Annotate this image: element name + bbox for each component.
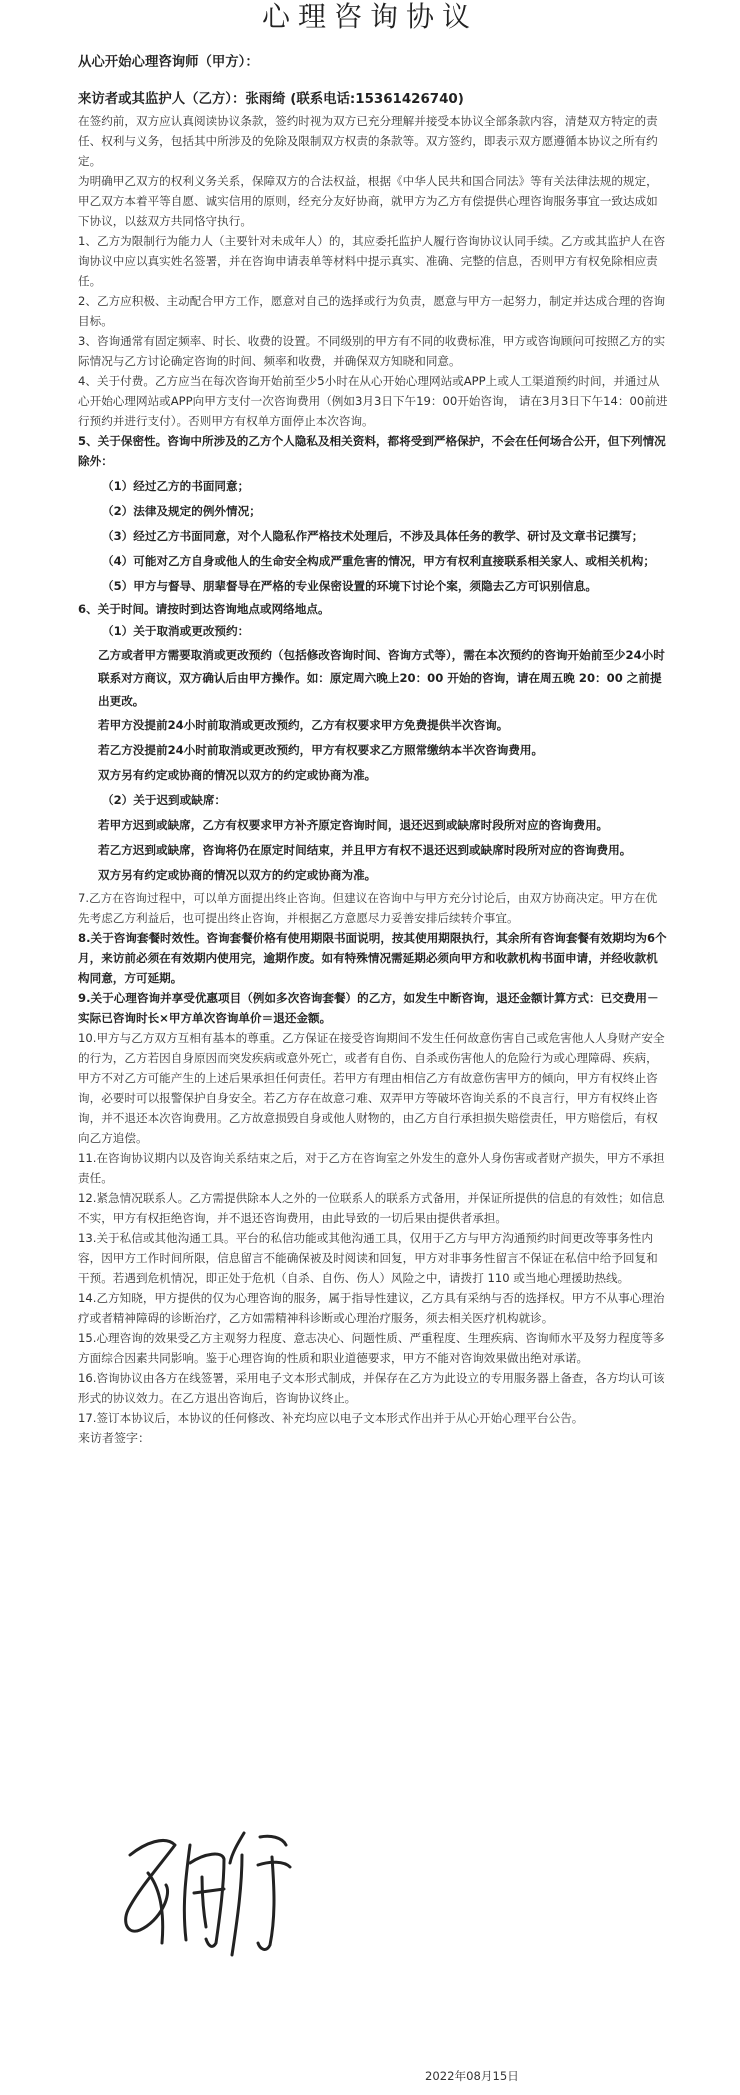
exception-item: （4）可能对乙方自身或他人的生命安全构成严重危害的情况，甲方有权利直接联系相关家人、或相关机构； xyxy=(102,554,655,568)
page-title: 心理咨询协议 xyxy=(261,0,478,33)
clause-6-late-line: 若乙方迟到或缺席，咨询将仍在原定时间结束，并且甲方有权不退还迟到或缺席时段所对应的咨询费用。 xyxy=(98,843,632,857)
clause-3: 3、咨询通常有固定频率、时长、收费的设置。不同级别的甲方有不同的收费标准，甲方或咨询顾问可按照乙方的实际情况与乙方讨论确定咨询的时间、频率和收费，并确保双方知晓和同意。 xyxy=(78,334,666,368)
agreement-body xyxy=(78,52,668,1448)
clause-6-cancel-paragraph: 乙方或者甲方需要取消或更改预约（包括修改咨询时间、咨询方式等），需在本次预约的咨询开始前至少24小时联系对方商议，双方确认后由甲方操作。如：原定周六晚上20：00 开始的咨询，请在周五晚 20：00 之前提出更改。 xyxy=(98,648,665,708)
confidentiality-exceptions xyxy=(78,474,668,599)
intro-paragraph-2: 为明确甲乙双方的权利义务关系，保障双方的合法权益，根据《中华人民共和国合同法》等有关法律法规的规定，甲乙双方本着平等自愿、诚实信用的原则，经充分友好协商，就甲方为乙方有偿提供心理咨询服务事宜一致达成如下协议，以兹双方共同恪守执行。 xyxy=(78,174,658,228)
clause-13: 13.关于私信或其他沟通工具。平台的私信功能或其他沟通工具，仅用于乙方与甲方沟通预约时间更改等事务性内容，因甲方工作时间所限，信息留言不能确保被及时阅读和回复，甲方对非事务性留言不保证在私信中给予回复和干预。若遇到危机情况，即正处于危机（自杀、自伤、伤人）风险之中，请拨打 110 或当地心理援助热线。 xyxy=(78,1231,658,1285)
clause-6-subheading-late: （2）关于迟到或缺席： xyxy=(102,793,227,807)
signature-label: 来访者签字： xyxy=(78,1431,151,1445)
party-a: 从心开始心理咨询师（甲方）： xyxy=(78,55,259,70)
handwritten-signature xyxy=(120,1815,320,1975)
clause-6-late-line: 双方另有约定或协商的情况以双方的约定或协商为准。 xyxy=(98,868,377,882)
clause-6-late-line: 若甲方迟到或缺席，乙方有权要求甲方补齐原定咨询时间，退还迟到或缺席时段所对应的咨询费用。 xyxy=(98,818,609,832)
clause-16: 16.咨询协议由各方在线签署，采用电子文本形式制成，并保存在乙方为此设立的专用服务器上备查，各方均认可该形式的协议效力。在乙方退出咨询后，咨询协议终止。 xyxy=(78,1371,665,1405)
clause-12: 12.紧急情况联系人。乙方需提供除本人之外的一位联系人的联系方式备用，并保证所提供的信息的有效性；如信息不实，甲方有权拒绝咨询，并不退还咨询费用，由此导致的一切后果由提供者承担。 xyxy=(78,1191,665,1225)
clause-6: 6、关于时间。请按时到达咨询地点或网络地点。 xyxy=(78,602,330,616)
exception-item: （3）经过乙方书面同意，对个人隐私作严格技术处理后，不涉及具体任务的教学、研讨及文章书记撰写； xyxy=(102,529,644,543)
clause-10: 10.甲方与乙方双方互相有基本的尊重。乙方保证在接受咨询期间不发生任何故意伤害自己或危害他人人身财产安全的行为，乙方若因自身原因而突发疾病或意外死亡，或者有自伤、自杀或伤害他人的危险行为或心理障碍、疾病，甲方不对乙方可能产生的上述后果承担任何责任。若甲方有理由相信乙方有故意伤害甲方的倾向，甲方有权终止咨询，必要时可以报警保护自身安全。若乙方存在故意刁难、双弄甲方等破坏咨询关系的不良言行，甲方有权终止咨询，并不退还本次咨询费用。乙方故意损毁自身或他人财物的，由乙方自行承担损失赔偿责任，甲方赔偿后，有权向乙方追偿。 xyxy=(78,1031,665,1145)
clause-14: 14.乙方知晓，甲方提供的仅为心理咨询的服务，属于指导性建议，乙方具有采纳与否的选择权。甲方不从事心理治疗或者精神障碍的诊断治疗，乙方如需精神科诊断或心理治疗服务，须去相关医疗机构就诊。 xyxy=(78,1291,665,1325)
clause-2: 2、乙方应积极、主动配合甲方工作，愿意对自己的选择或行为负责，愿意与甲方一起努力，制定并达成合理的咨询目标。 xyxy=(78,294,666,328)
clause-1: 1、乙方为限制行为能力人（主要针对未成年人）的，其应委托监护人履行咨询协议认同手续。乙方或其监护人在咨询协议中应以真实姓名签署，并在咨询申请表单等材料中提示真实、准确、完整的信息，否则甲方有权免除相应责任。 xyxy=(78,234,666,288)
clause-11: 11.在咨询协议期内以及咨询关系结束之后，对于乙方在咨询室之外发生的意外人身伤害或者财产损失，甲方不承担责任。 xyxy=(78,1151,665,1185)
clause-8: 8.关于咨询套餐时效性。咨询套餐价格有使用期限书面说明，按其使用期限执行，其余所有咨询套餐有效期均为6个月，来访前必须在有效期内使用完，逾期作废。如有特殊情况需延期必须向甲方和收款机构书面申请，并经收款机构同意，方可延期。 xyxy=(78,931,667,985)
party-b: 来访者或其监护人（乙方）：张雨绮 (联系电话:15361426740) xyxy=(78,92,464,107)
exception-item: （1）经过乙方的书面同意； xyxy=(102,479,250,493)
clause-6-cancel-line: 若甲方没提前24小时前取消或更改预约，乙方有权要求甲方免费提供半次咨询。 xyxy=(98,718,509,732)
clause-6-cancel-line: 若乙方没提前24小时前取消或更改预约，甲方有权要求乙方照常缴纳本半次咨询费用。 xyxy=(98,743,544,757)
clause-6-subheading-cancel: （1）关于取消或更改预约： xyxy=(102,624,250,638)
clause-15: 15.心理咨询的效果受乙方主观努力程度、意志决心、问题性质、严重程度、生理疾病、咨询师水平及努力程度等多方面综合因素共同影响。鉴于心理咨询的性质和职业道德要求，甲方不能对咨询效果做出绝对承诺。 xyxy=(78,1331,665,1365)
intro-paragraph-1: 在签约前，双方应认真阅读协议条款，签约时视为双方已充分理解并接受本协议全部条款内容，清楚双方特定的责任、权利与义务，包括其中所涉及的免除及限制双方权责的条款等。双方签约，即表示双方愿遵循本协议之所有约定。 xyxy=(78,114,658,168)
exception-item: （2）法律及规定的例外情况； xyxy=(102,504,261,518)
clause-6-cancel-line: 双方另有约定或协商的情况以双方的约定或协商为准。 xyxy=(98,768,377,782)
clause-7: 7.乙方在咨询过程中，可以单方面提出终止咨询。但建议在咨询中与甲方充分讨论后，由双方协商决定。甲方在优先考虑乙方利益后，也可提出终止咨询，并根据乙方意愿尽力妥善安排后续转介事宜。 xyxy=(78,891,658,925)
clause-4: 4、关于付费。乙方应当在每次咨询开始前至少5小时在从心开始心理网站或APP上或人工渠道预约时间，并通过从心开始心理网站或APP向甲方支付一次咨询费用（例如3月3日下午19：00开始咨询， 请在3月3日下午14：00前进行预约并进行支付）。否则甲方有权单方面停止本次咨询。 xyxy=(78,374,668,428)
clause-17: 17.签订本协议后，本协议的任何修改、补充均应以电子文本形式作出并于从心开始心理平台公告。 xyxy=(78,1411,584,1425)
exception-item: （5）甲方与督导、朋辈督导在严格的专业保密设置的环境下讨论个案，须隐去乙方可识别信息。 xyxy=(102,579,598,593)
clause-9: 9.关于心理咨询并享受优惠项目（例如多次咨询套餐）的乙方，如发生中断咨询，退还金额计算方式：已交费用－实际已咨询时长×甲方单次咨询单价＝退还金额。 xyxy=(78,991,659,1025)
signing-date: 2022年08月15日 xyxy=(425,2069,519,2083)
clause-5: 5、关于保密性。咨询中所涉及的乙方个人隐私及相关资料，都将受到严格保护，不会在任何场合公开，但下列情况除外： xyxy=(78,434,666,468)
